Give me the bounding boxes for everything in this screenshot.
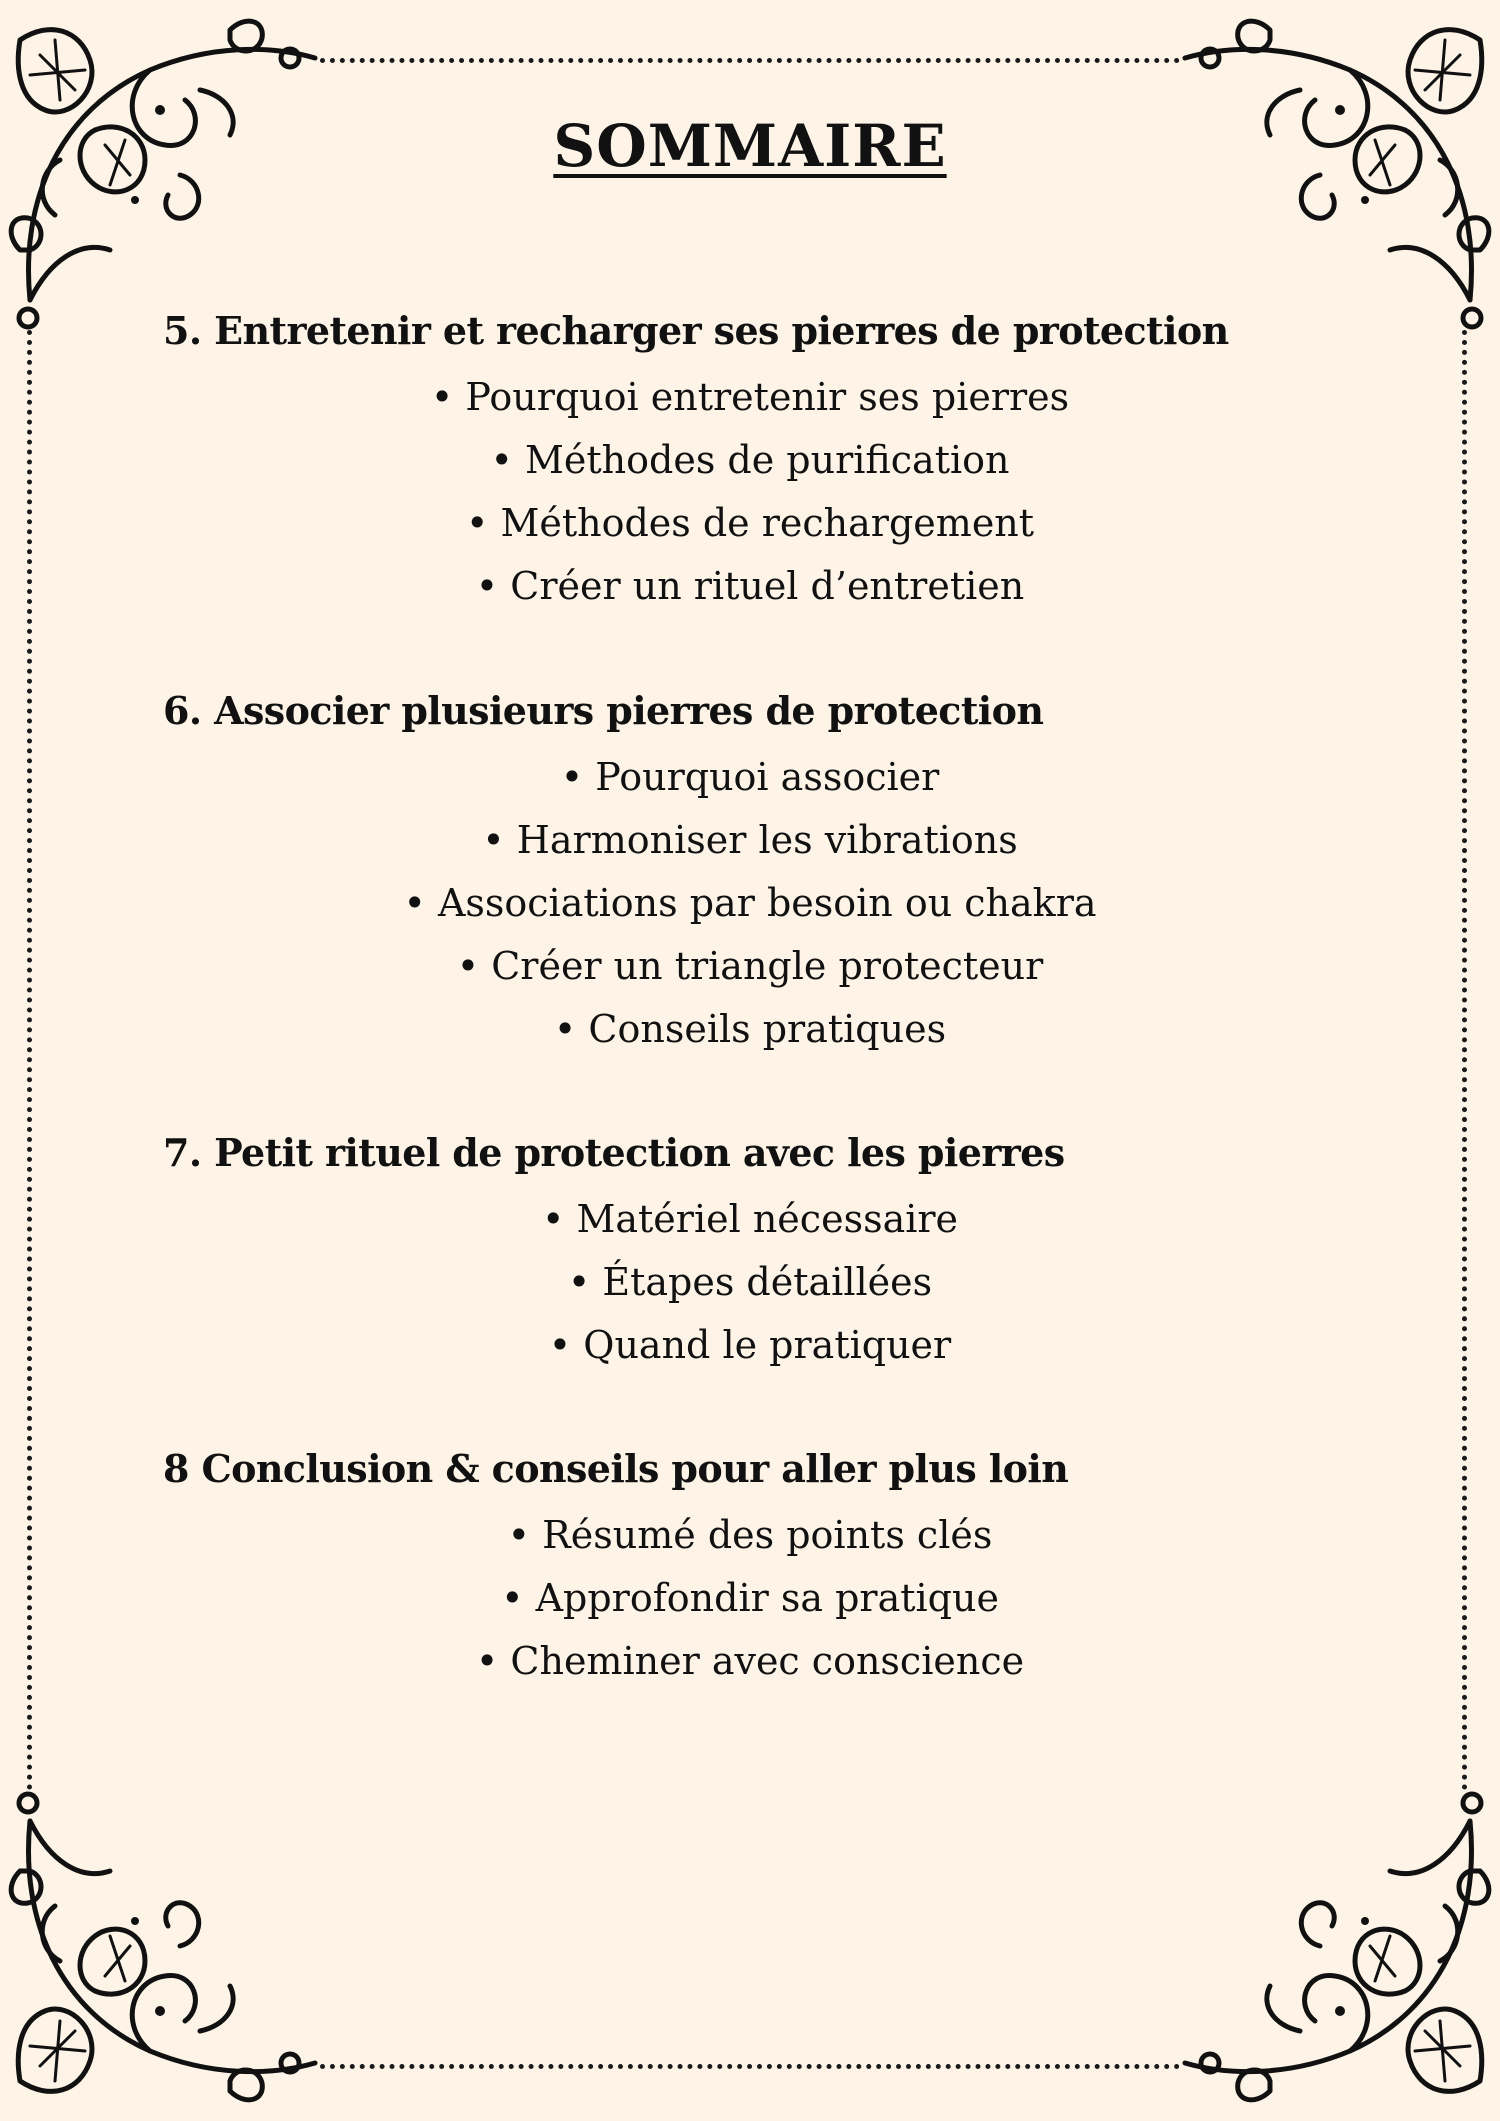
list-item: • Cheminer avec conscience xyxy=(0,1630,1500,1693)
section-items xyxy=(0,746,1500,1061)
list-item: • Pourquoi entretenir ses pierres xyxy=(0,366,1500,429)
list-item: • Harmoniser les vibrations xyxy=(0,809,1500,872)
list-item: • Pourquoi associer xyxy=(0,746,1500,809)
list-item: • Créer un triangle protecteur xyxy=(0,935,1500,998)
section-items xyxy=(0,366,1500,618)
list-item: • Approfondir sa pratique xyxy=(0,1567,1500,1630)
list-item: • Quand le pratiquer xyxy=(0,1314,1500,1377)
list-item: • Matériel nécessaire xyxy=(0,1188,1500,1251)
section-heading: 5. Entretenir et recharger ses pierres de protection xyxy=(163,308,1229,353)
list-item: • Conseils pratiques xyxy=(0,998,1500,1061)
page-title-text: SOMMAIRE xyxy=(553,112,947,180)
dotted-border-top xyxy=(320,58,1180,63)
page-title xyxy=(0,112,1500,180)
list-item: • Méthodes de purification xyxy=(0,429,1500,492)
ornamental-corner-icon xyxy=(0,1781,340,2121)
list-item: • Étapes détaillées xyxy=(0,1251,1500,1314)
section-heading: 7. Petit rituel de protection avec les pierres xyxy=(163,1130,1065,1175)
section-heading: 8 Conclusion & conseils pour aller plus loin xyxy=(163,1446,1069,1491)
list-item: • Associations par besoin ou chakra xyxy=(0,872,1500,935)
list-item: • Résumé des points clés xyxy=(0,1504,1500,1567)
ornamental-corner-icon xyxy=(1160,1781,1500,2121)
section-heading: 6. Associer plusieurs pierres de protection xyxy=(163,688,1044,733)
section-items xyxy=(0,1504,1500,1693)
dotted-border-bottom xyxy=(320,2064,1180,2069)
section-items xyxy=(0,1188,1500,1377)
list-item: • Méthodes de rechargement xyxy=(0,492,1500,555)
list-item: • Créer un rituel d’entretien xyxy=(0,555,1500,618)
